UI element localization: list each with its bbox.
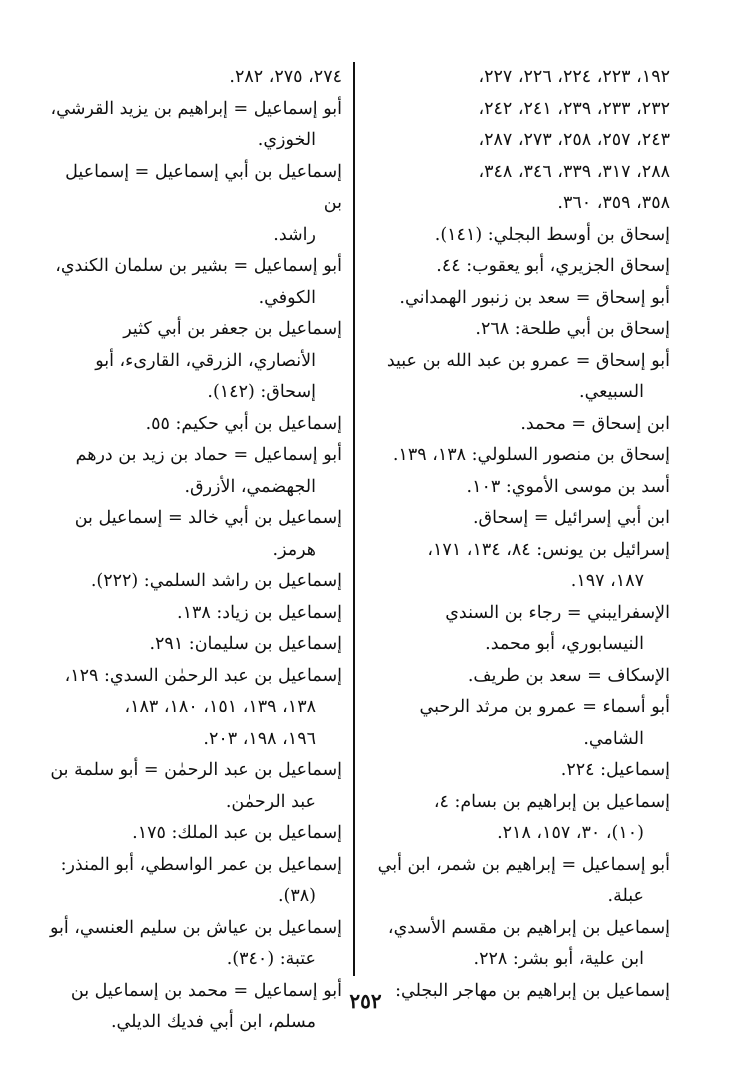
index-entry	[42, 409, 342, 441]
entry-line: إسماعيل بن عبد الرحمٰن السدي: ١٢٩،	[64, 665, 342, 686]
entry-line: أبو إسحاق = عمرو بن عبد الله بن عبيد	[386, 350, 670, 371]
right-column	[364, 62, 670, 1007]
entry-line: ٢٣٢، ٢٣٣، ٢٣٩، ٢٤١، ٢٤٢،	[478, 98, 670, 119]
entry-line: إسماعيل بن إبراهيم بن مقسم الأسدي،	[387, 917, 670, 938]
entry-line: أسد بن موسى الأموي: ١٠٣.	[466, 476, 670, 497]
index-entry	[364, 314, 670, 346]
index-entry	[364, 220, 670, 252]
entry-line: أبو إسحاق = سعد بن زنبور الهمداني.	[399, 287, 670, 308]
entry-continuation-line: الشامي.	[583, 728, 644, 749]
entry-line: ٢٧٤، ٢٧٥، ٢٨٢.	[229, 67, 342, 87]
index-entry	[364, 283, 670, 315]
index-entry	[364, 157, 670, 189]
entry-line: ٣٥٨، ٣٥٩، ٣٦٠.	[557, 193, 670, 213]
index-entry	[364, 346, 670, 409]
index-entry	[42, 94, 342, 157]
entry-continuation-line: ١٩٦، ١٩٨، ٢٠٣.	[203, 728, 316, 749]
index-entry	[364, 598, 670, 661]
entry-line: إسحاق بن أبي طلحة: ٢٦٨.	[475, 319, 670, 339]
entry-continuation-line: السبيعي.	[579, 382, 644, 402]
index-entry	[42, 755, 342, 818]
index-entry	[364, 503, 670, 535]
index-entry	[364, 692, 670, 755]
entry-line: إسماعيل بن زياد: ١٣٨.	[177, 602, 342, 623]
entry-line: إسرائيل بن يونس: ٨٤، ١٣٤، ١٧١،	[427, 539, 670, 560]
entry-line: أبو أسماء = عمرو بن مرثد الرحبي	[419, 697, 670, 717]
index-entry	[364, 62, 670, 94]
page-number: ٢٥٢	[349, 989, 382, 1013]
index-entry	[364, 850, 670, 913]
index-entry	[364, 787, 670, 850]
entry-line: إسماعيل بن سليمان: ٢٩١.	[149, 634, 342, 654]
index-entry	[364, 440, 670, 472]
index-entry	[364, 535, 670, 598]
entry-line: أبو إسماعيل = حماد بن زيد بن درهم	[75, 445, 342, 465]
index-entry	[364, 188, 670, 220]
index-entry	[364, 125, 670, 157]
index-entry	[42, 314, 342, 409]
entry-line: إسماعيل بن عياش بن سليم العنسي، أبو	[49, 917, 342, 938]
index-entry	[364, 409, 670, 441]
entry-line: ٢٨٨، ٣١٧، ٣٣٩، ٣٤٦، ٣٤٨،	[478, 161, 670, 182]
index-entry	[364, 251, 670, 283]
index-entry	[42, 251, 342, 314]
entry-line: أبو إسماعيل = محمد بن إسماعيل بن	[70, 980, 342, 1001]
index-entry	[364, 913, 670, 976]
entry-continuation-line: الكوفي.	[258, 287, 316, 308]
index-entry	[42, 913, 342, 976]
entry-line: إسماعيل بن إبراهيم بن مهاجر البجلي:	[395, 980, 670, 1001]
entry-line: الإسكاف = سعد بن طريف.	[467, 665, 670, 686]
entry-line: إسماعيل بن عمر الواسطي، أبو المنذر:	[60, 854, 342, 875]
entry-line: ١٩٢، ٢٢٣، ٢٢٤، ٢٢٦، ٢٢٧،	[478, 67, 670, 87]
entry-continuation-line: عبد الرحمٰن.	[225, 791, 316, 812]
entry-line: أبو إسماعيل = إبراهيم بن يزيد القرشي،	[50, 98, 342, 119]
entry-continuation-line: (١٠)، ٣٠، ١٥٧، ٢١٨.	[497, 823, 644, 843]
entry-line: إسماعيل بن راشد السلمي: (٢٢٢).	[90, 571, 342, 591]
entry-line: إسحاق بن أوسط البجلي: (١٤١).	[434, 224, 670, 245]
entry-line: إسحاق بن منصور السلولي: ١٣٨، ١٣٩.	[392, 445, 670, 465]
index-entry	[364, 472, 670, 504]
entry-line: إسماعيل بن عبد الملك: ١٧٥.	[132, 823, 342, 843]
entry-line: أبو إسماعيل = بشير بن سلمان الكندي،	[55, 256, 342, 276]
entry-continuation-line: عتبة: (٣٤٠).	[226, 949, 316, 969]
left-column	[42, 62, 342, 1039]
index-entry	[42, 661, 342, 756]
entry-line: إسماعيل بن أبي إسماعيل = إسماعيل بن	[65, 161, 342, 213]
entry-continuation-line: هرمز.	[272, 539, 316, 560]
index-entry	[42, 440, 342, 503]
entry-continuation-line: ١٣٨، ١٣٩، ١٥١، ١٨٠، ١٨٣،	[124, 697, 316, 717]
entry-continuation-line: راشد.	[273, 224, 316, 245]
entry-line: إسماعيل بن عبد الرحمٰن = أبو سلمة بن	[50, 760, 342, 780]
index-entry	[42, 503, 342, 566]
entry-line: الإسفرايبني = رجاء بن السندي	[445, 602, 670, 623]
entry-line: إسماعيل بن إبراهيم بن بسام: ٤،	[433, 791, 670, 812]
entry-line: إسماعيل بن أبي حكيم: ٥٥.	[145, 413, 342, 434]
entry-line: إسماعيل بن جعفر بن أبي كثير	[123, 319, 342, 339]
entry-line: ٢٤٣، ٢٥٧، ٢٥٨، ٢٧٣، ٢٨٧،	[478, 130, 670, 150]
index-entry	[42, 850, 342, 913]
entry-continuation-line: ابن علية، أبو بشر: ٢٢٨.	[473, 949, 644, 969]
entry-continuation-line: مسلم، ابن أبي فديك الديلي.	[110, 1012, 316, 1032]
entry-line: إسماعيل بن أبي خالد = إسماعيل بن	[74, 508, 342, 528]
entry-line: ابن أبي إسرائيل = إسحاق.	[472, 508, 670, 528]
entry-line: إسماعيل: ٢٢٤.	[560, 760, 670, 780]
entry-continuation-line: ١٨٧، ١٩٧.	[570, 571, 644, 591]
index-entry	[364, 94, 670, 126]
index-entry	[364, 755, 670, 787]
entry-line: ابن إسحاق = محمد.	[520, 413, 670, 434]
entry-continuation-line: (٣٨).	[277, 886, 316, 906]
entry-line: أبو إسماعيل = إبراهيم بن شمر، ابن أبي	[377, 854, 670, 875]
entry-continuation-line: النيسابوري، أبو محمد.	[485, 634, 644, 654]
index-entry	[42, 566, 342, 598]
index-entry	[42, 629, 342, 661]
index-entry	[42, 818, 342, 850]
index-entry	[42, 598, 342, 630]
entry-continuation-line: الجهضمي، الأزرق.	[184, 476, 316, 497]
entry-continuation-line: عبلة.	[607, 886, 644, 906]
index-entry	[364, 661, 670, 693]
entry-continuation-line: الأنصاري، الزرقي، القارىء، أبو	[95, 350, 316, 371]
entry-line: إسحاق الجزيري، أبو يعقوب: ٤٤.	[436, 256, 670, 276]
entry-continuation-line: الخوزي.	[257, 130, 316, 150]
column-divider	[353, 62, 355, 976]
index-entry	[42, 157, 342, 252]
entry-continuation-line: إسحاق: (١٤٢).	[207, 382, 316, 402]
index-entry	[42, 62, 342, 94]
